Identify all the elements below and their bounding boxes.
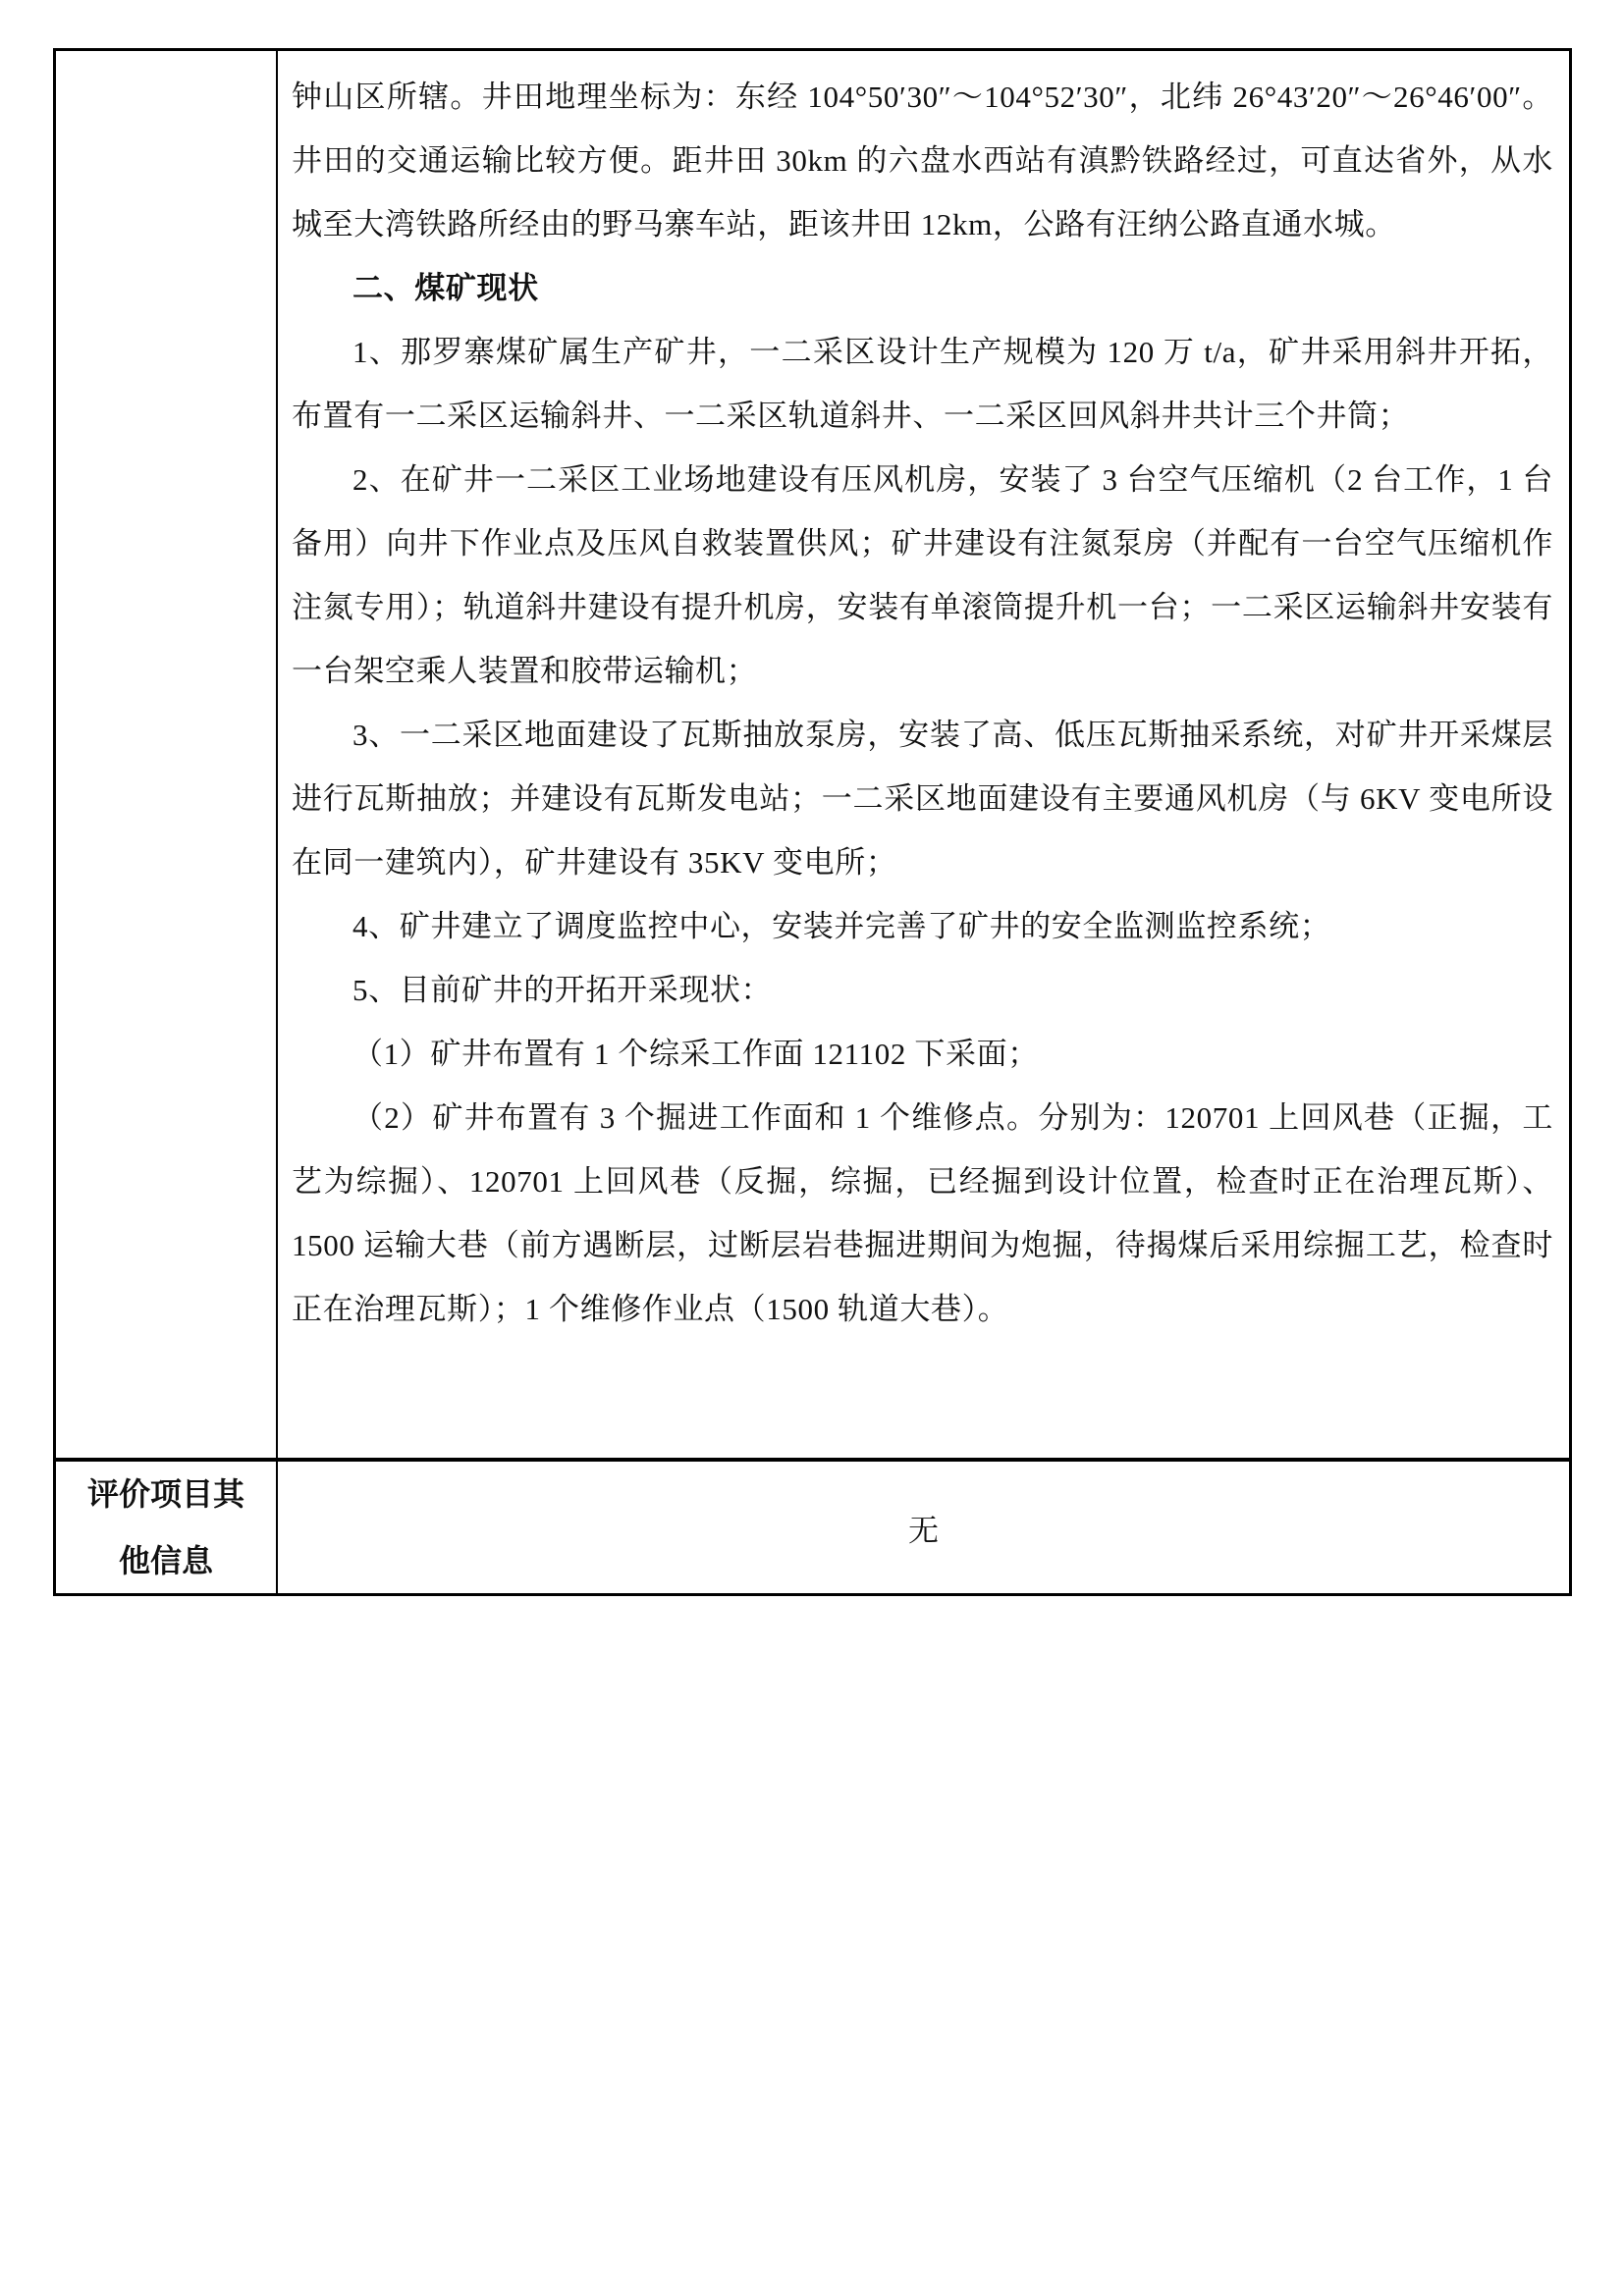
other-info-row <box>56 1462 1569 1593</box>
item-dispatch-monitoring: 4、矿井建立了调度监控中心，安装并完善了矿井的安全监测监控系统； <box>352 909 1331 943</box>
other-info-label-cell <box>56 1462 278 1593</box>
other-info-value: 无 <box>908 1513 939 1548</box>
other-info-label-line-2: 他信息 <box>118 1543 213 1578</box>
sub-item-mining-face: （1）矿井布置有 1 个综采工作面 121102 下采面； <box>352 1037 1039 1071</box>
sub-item-excavation-faces: （2）矿井布置有 3 个掘进工作面和 1 个维修点。分别为：120701 上回风巷（正掘，工艺为综掘）、120701 上回风巷（反掘，综掘，已经掘到设计位置，检查时正在治理瓦斯）、1500 运输大巷（前方遇断层，过断层岩巷掘进期间为炮掘，待揭煤后采用综掘工艺，检查时正在治理瓦斯）；1 个维修作业点（1500 轨道大巷）。 <box>292 1100 1553 1326</box>
main-content-row <box>56 51 1569 1462</box>
item-gas-extraction: 3、一二采区地面建设了瓦斯抽放泵房，安装了高、低压瓦斯抽采系统，对矿井开采煤层进行瓦斯抽放；并建设有瓦斯发电站；一二采区地面建设有主要通风机房（与 6KV 变电所设在同一建筑内），矿井建设有 35KV 变电所； <box>292 718 1553 880</box>
item-current-mining-status: 5、目前矿井的开拓开采现状： <box>352 973 773 1007</box>
assessment-table <box>53 48 1572 1596</box>
paragraph-geo-location: 钟山区所辖。井田地理坐标为：东经 104°50′30″～104°52′30″，北纬 26°43′20″～26°46′00″。井田的交通运输比较方便。距井田 30km 的六盘水西站有滇黔铁路经过，可直达省外，从水城至大湾铁路所经由的野马寨车站，距该井田 12km，公路有汪纳公路直通水城。 <box>292 80 1553 241</box>
other-info-label-line-1: 评价项目其 <box>86 1476 244 1512</box>
section-heading-coal-mine-status: 二、煤矿现状 <box>352 271 539 305</box>
item-compressed-air: 2、在矿井一二采区工业场地建设有压风机房，安装了 3 台空气压缩机（2 台工作，1 台备用）向井下作业点及压风自救装置供风；矿井建设有注氮泵房（并配有一台空气压缩机作注氮专用）；轨道斜井建设有提升机房，安装有单滚筒提升机一台；一二采区运输斜井安装有一台架空乘人装置和胶带运输机； <box>292 462 1553 688</box>
empty-label-cell <box>56 51 278 1458</box>
item-production-scale: 1、那罗寨煤矿属生产矿井，一二采区设计生产规模为 120 万 t/a，矿井采用斜井开拓，布置有一二采区运输斜井、一二采区轨道斜井、一二采区回风斜井共计三个井筒； <box>292 335 1553 433</box>
mine-status-content-cell <box>278 51 1569 1458</box>
other-info-value-cell <box>278 1462 1569 1593</box>
